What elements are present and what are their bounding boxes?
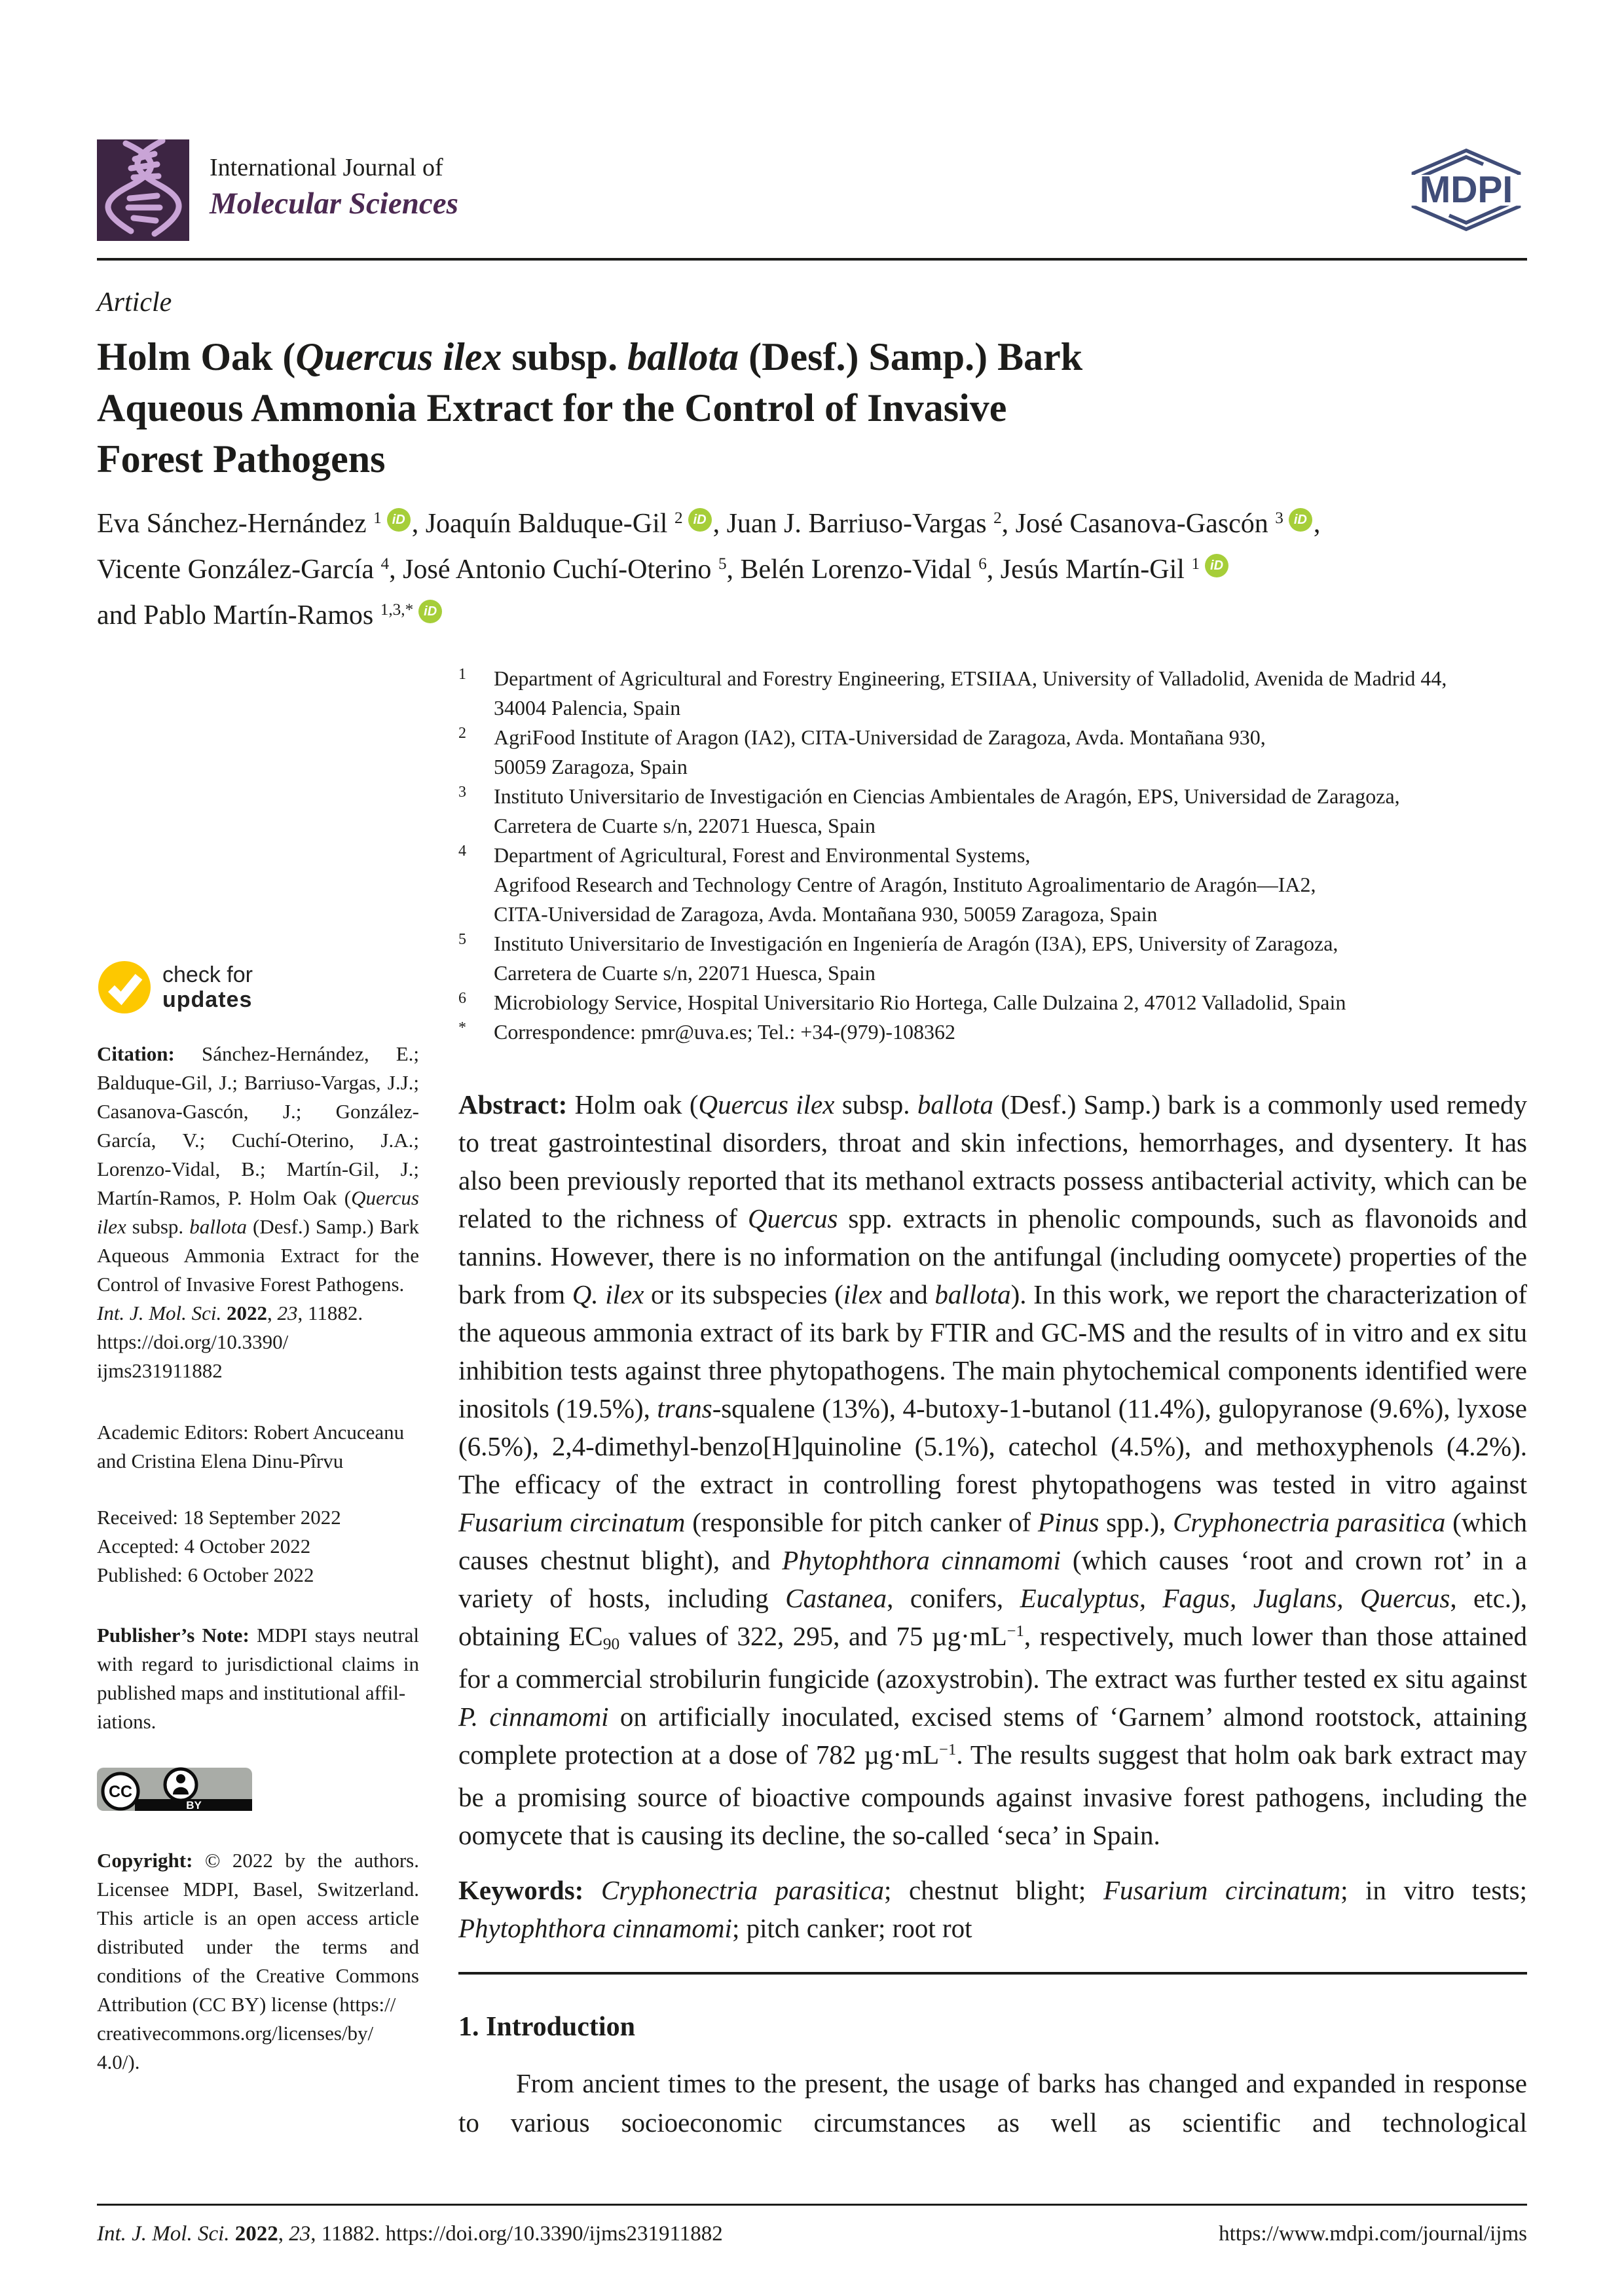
affiliation-row — [458, 664, 1513, 723]
text-segment: 23 — [277, 1302, 298, 1324]
text-segment: . The results suggest that holm oak bark extract may be a promising source of bioactive compounds against invasive forest pathogens, including the oomycete that is causing its decline, the so-called ‘seca’ in Spain. — [458, 1740, 1528, 1850]
text-segment: , — [1313, 509, 1321, 539]
text-segment: Correspondence: — [494, 1020, 641, 1044]
text-segment: Q. ilex — [572, 1279, 644, 1309]
text-segment: , etc.), obtaining EC — [458, 1583, 1527, 1651]
affiliation-row — [458, 841, 1513, 929]
link[interactable]: 4.0/ — [97, 2050, 128, 2073]
text-segment: , Jesús Martín-Gil — [986, 555, 1192, 585]
text-segment: , Juan J. Barriuso-Vargas — [712, 509, 994, 539]
affiliation-text — [494, 782, 1513, 841]
check-icon — [97, 960, 152, 1015]
text-segment: Int. J. Mol. Sci. — [97, 2222, 235, 2246]
text-segment: Quercus — [748, 1203, 838, 1233]
affiliation-row — [458, 988, 1513, 1017]
text-segment: and — [881, 1279, 935, 1309]
journal-name — [210, 153, 458, 221]
text-segment: ballota — [189, 1215, 248, 1238]
by-label: BY — [186, 1799, 202, 1812]
text-segment: (Desf.) Samp.) Bark — [739, 335, 1083, 378]
abstract — [458, 1085, 1527, 1854]
footer-journal-url[interactable]: https://www.mdpi.com/journal/ijms — [1219, 2222, 1527, 2246]
text-segment: , — [267, 1302, 278, 1324]
text-segment: , conifers, — [887, 1583, 1020, 1613]
text-segment — [221, 1302, 227, 1324]
text-segment: Holm Oak ( — [97, 335, 296, 378]
text-segment: ; pitch canker; root rot — [731, 1913, 972, 1943]
orcid-icon[interactable]: iD — [418, 600, 442, 623]
author-list — [97, 503, 1538, 640]
text-segment: (responsible for pitch canker of — [685, 1507, 1038, 1537]
journal-logo — [97, 139, 189, 241]
journal-name-line1: International Journal of — [210, 154, 443, 181]
text-segment: trans — [657, 1393, 712, 1423]
text-segment: , respectively, much lower than those attained for a commercial strobilurin fungicide (azoxystrobin). The extract was further tested ex situ against — [458, 1621, 1527, 1694]
text-segment: Sánchez-Hernández, E.; Balduque-Gil, J.; Barriuso-Vargas, J.J.; Casanova-Gascón, J.; González-García, V.; Cuchí-Oterino, J.A.; Lorenzo-Vidal, B.; Martín-Gil, J.; Martín-Ramos, P. Holm Oak ( — [97, 1042, 419, 1209]
correspondence-marker: * — [458, 1019, 466, 1036]
svg-text:CC: CC — [108, 1783, 133, 1801]
text-segment: subsp. — [834, 1089, 917, 1120]
text-segment: 1 — [1191, 555, 1200, 574]
text-segment: Quercus ilex — [698, 1089, 835, 1120]
copyright-block — [97, 1846, 419, 2077]
text-segment: , — [278, 2222, 289, 2246]
cc-icon — [103, 1774, 138, 1809]
affiliation-number: 4 — [458, 843, 466, 860]
page-title — [97, 331, 1511, 484]
text-segment: ; in vitro tests; — [1340, 1875, 1528, 1905]
text-segment: Eucalyptus, Fagus, Juglans, Quercus — [1020, 1583, 1450, 1613]
affiliation-text — [494, 988, 1513, 1017]
text-segment: Microbiology Service, Hospital Universitario Rio Hortega, Calle Dulzaina 2, 47012 Valladolid, Spain — [494, 991, 1346, 1014]
text-segment: 2022 — [227, 1302, 268, 1324]
text-segment: (Desf.) Samp.) Bark Aqueous Ammonia Extract for the Control of Invasive Forest Pathogens. — [97, 1215, 419, 1296]
text-segment: Vicente González-García — [97, 555, 381, 585]
text-segment: ). — [128, 2050, 140, 2073]
text-segment: values of 322, 295, and 75 µg·mL — [619, 1621, 1007, 1651]
text-segment: ; chestnut blight; — [883, 1875, 1103, 1905]
text-segment: 34004 Palencia, Spain — [494, 696, 681, 720]
text-segment: MDPI stays neutral with regard to jurisdictional claims in published maps and institutional affil- — [97, 1624, 419, 1704]
text-segment: Forest Pathogens — [97, 437, 386, 481]
text-segment: 3 — [1275, 509, 1283, 528]
link[interactable]: creativecommons.org/licenses/by/ — [97, 2022, 374, 2045]
affiliation-text — [494, 929, 1513, 988]
person-icon — [165, 1769, 196, 1800]
text-segment: 50059 Zaragoza, Spain — [494, 755, 688, 778]
correspondence-text — [494, 1017, 1513, 1047]
text-segment: Phytophthora cinnamomi — [782, 1545, 1061, 1575]
text-segment: 2 — [993, 509, 1002, 528]
keywords — [458, 1871, 1527, 1947]
text-segment: , 11882. — [310, 2222, 386, 2246]
text-segment: 1,3,* — [380, 601, 414, 619]
text-segment: , Joaquín Balduque-Gil — [411, 509, 674, 539]
check-badge-line1: check for — [162, 962, 253, 987]
text-segment: 6 — [978, 555, 987, 574]
text-segment: or its subspecies ( — [644, 1279, 843, 1309]
text-segment: Agrifood Research and Technology Centre of Aragón, Instituto Agroalimentario de Aragón—IA2, — [494, 873, 1316, 896]
text-segment: Phytophthora cinnamomi — [458, 1913, 732, 1943]
link[interactable]: https://doi.org/10.3390/ijms231911882 — [385, 2222, 723, 2246]
text-segment: Carretera de Cuarte s/n, 22071 Huesca, Spain — [494, 814, 876, 837]
text-segment: AgriFood Institute of Aragon (IA2), CITA-Universidad de Zaragoza, Avda. Montañana 930, — [494, 725, 1266, 749]
text-segment: Fusarium circinatum — [1103, 1875, 1341, 1905]
link[interactable]: pmr@uva.es — [640, 1020, 747, 1044]
intro-paragraph: From ancient times to the present, the usage of barks has changed and expanded in response to various socioeconomic circumstances as well as scientific and technological — [458, 2068, 1527, 2138]
published-date: Published: 6 October 2022 — [97, 1563, 314, 1586]
affiliation-number: 2 — [458, 725, 466, 742]
affiliations-list — [458, 664, 1513, 1047]
text-segment: Carretera de Cuarte s/n, 22071 Huesca, Spain — [494, 961, 876, 985]
link[interactable]: ijms231911882 — [97, 1359, 223, 1382]
footer — [97, 2222, 1527, 2246]
text-segment: 4 — [380, 555, 390, 574]
text-segment: (which causes ‘root and crown rot’ in a variety of hosts, including — [458, 1545, 1527, 1613]
mdpi-logo-icon[interactable] — [1405, 148, 1527, 235]
text-segment: © 2022 by the authors. Licensee MDPI, Basel, Switzerland. This article is an open access article distributed under the terms and conditions of the Creative Commons Attribution (CC BY) license ( — [97, 1849, 419, 2016]
footer-citation — [97, 2222, 723, 2246]
check-badge-text — [162, 962, 253, 1012]
text-segment: 90 — [602, 1635, 620, 1654]
cc-by-badge[interactable] — [97, 1765, 419, 1828]
text-segment: ilex — [843, 1279, 882, 1309]
text-segment: Cryphonectria parasitica — [600, 1875, 884, 1905]
text-segment: Quercus ilex — [295, 335, 502, 378]
text-segment: Fusarium circinatum — [458, 1507, 686, 1537]
affiliation-number: 5 — [458, 931, 466, 948]
dates-block — [97, 1503, 419, 1590]
link[interactable]: https:// — [339, 1993, 396, 2016]
affiliation-text — [494, 841, 1513, 929]
text-segment: , José Casanova-Gascón — [1001, 509, 1276, 539]
text-segment: , Belén Lorenzo-Vidal — [726, 555, 979, 585]
text-segment: Instituto Universitario de Investigación en Ingeniería de Aragón (I3A), EPS, University of Zaragoza, — [494, 932, 1338, 955]
text-segment: Holm oak ( — [574, 1089, 699, 1120]
text-segment: , José Antonio Cuchí-Oterino — [389, 555, 718, 585]
text-segment: ballota — [917, 1089, 994, 1120]
text-segment: 2022 — [234, 2222, 278, 2246]
text-segment: Department of Agricultural, Forest and Environmental Systems, — [494, 843, 1031, 867]
text-segment: −1 — [939, 1741, 957, 1759]
text-segment: Instituto Universitario de Investigación en Ciencias Ambientales de Aragón, EPS, Universidad de Zaragoza, — [494, 784, 1400, 808]
text-segment: (Desf.) Samp.) bark is a commonly used remedy to treat gastrointestinal disorders, throat and skin infections, hemorrhages, and dysentery. It has also been previously reported that its methanol extracts possess antibacterial activity, which can be related to the richness of — [458, 1089, 1527, 1233]
text-segment: iations. — [97, 1710, 157, 1733]
text-segment: spp. extracts in phenolic compounds, such as flavonoids and tannins. However, there is no information on the antifungal (including oomycete) properties of the bark from — [458, 1203, 1528, 1309]
text-segment: Aqueous Ammonia Extract for the Control of Invasive — [97, 386, 1007, 429]
affiliation-number: 3 — [458, 784, 466, 801]
article-type-label: Article — [97, 287, 172, 318]
text-segment: Publisher’s Note: — [97, 1624, 257, 1647]
text-segment: Abstract: — [458, 1089, 575, 1120]
footer-rule — [97, 2204, 1527, 2206]
text-segment: Int. J. Mol. Sci. — [97, 1302, 222, 1324]
orcid-icon[interactable]: iD — [1205, 554, 1228, 577]
text-segment: Keywords: — [458, 1875, 601, 1905]
intro-heading: 1. Introduction — [458, 2012, 635, 2042]
affiliation-number: 6 — [458, 990, 466, 1007]
text-segment: 5 — [718, 555, 727, 574]
text-segment: -squalene (13%), 4-butoxy-1-butanol (11.4%), gulopyranose (9.6%), lyxose (6.5%), 2,4-dimethyl-benzo[H]quinoline (5.1%), catechol (4.5%), and methoxyphenols (4.2%). The efficacy of the extract in controlling forest phytopathogens was tested in vitro against — [458, 1393, 1527, 1499]
affiliation-text — [494, 723, 1513, 782]
received-date: Received: 18 September 2022 — [97, 1506, 341, 1529]
link[interactable]: https://doi.org/10.3390/ — [97, 1330, 289, 1353]
text-segment: −1 — [1006, 1622, 1024, 1641]
text-segment: (which causes chestnut blight), and — [458, 1507, 1528, 1575]
affiliation-number: 1 — [458, 666, 466, 683]
text-segment: Castanea — [785, 1583, 887, 1613]
text-segment: 2 — [674, 509, 683, 528]
text-segment: Department of Agricultural and Forestry Engineering, ETSIIAA, University of Valladolid, Avenida de Madrid 44, — [494, 666, 1447, 690]
affiliation-row — [458, 929, 1513, 988]
text-segment: on artificially inoculated, excised stems of ‘Garnem’ almond rootstock, attaining complete protection at a dose of 782 µg·mL — [458, 1702, 1527, 1770]
text-segment: Quercus ilex — [97, 1186, 419, 1238]
text-segment: P. cinnamomi — [458, 1702, 609, 1732]
citation-block — [97, 1040, 419, 1385]
publisher-note — [97, 1621, 419, 1736]
orcid-icon[interactable]: iD — [1289, 508, 1312, 532]
main-column — [458, 1085, 1527, 2142]
header-rule — [97, 258, 1527, 261]
section-divider — [458, 1972, 1527, 1975]
text-segment: ). In this work, we report the characterization of the aqueous ammonia extract of its bark by FTIR and GC-MS and the results of in vitro and ex situ inhibition tests against three phytopathogens. The main phytochemical components identified were inositols (19.5%), — [458, 1279, 1527, 1423]
text-segment: ballota — [627, 335, 739, 378]
text-segment: Copyright: — [97, 1849, 205, 1872]
text-segment: Cryphonectria parasitica — [1173, 1507, 1446, 1537]
dna-helix-icon — [97, 139, 189, 241]
text-segment: Citation: — [97, 1042, 202, 1065]
text-segment: subsp. — [502, 335, 628, 378]
journal-name-line2: Molecular Sciences — [210, 187, 458, 221]
text-segment: 1 — [373, 509, 382, 528]
correspondence-row — [458, 1017, 1513, 1047]
check-badge-line2: updates — [162, 987, 253, 1012]
affiliation-row — [458, 723, 1513, 782]
text-segment: 23 — [289, 2222, 311, 2246]
affiliation-text — [494, 664, 1513, 723]
text-segment: Eva Sánchez-Hernández — [97, 509, 374, 539]
text-segment: and Pablo Martín-Ramos — [97, 600, 380, 630]
text-segment: ballota — [934, 1279, 1011, 1309]
text-segment: , 11882. — [297, 1302, 363, 1324]
text-segment: Pinus — [1037, 1507, 1099, 1537]
academic-editors: Academic Editors: Robert Ancuceanu and Cristina Elena Dinu-Pîrvu — [97, 1421, 405, 1472]
affiliation-row — [458, 782, 1513, 841]
accepted-date: Accepted: 4 October 2022 — [97, 1535, 311, 1558]
sidebar — [97, 960, 419, 2077]
text-segment: CITA-Universidad de Zaragoza, Avda. Montañana 930, 50059 Zaragoza, Spain — [494, 902, 1158, 926]
text-segment: spp.), — [1099, 1507, 1173, 1537]
orcid-icon[interactable]: iD — [688, 508, 712, 532]
text-segment: ; Tel.: +34-(979)-108362 — [747, 1020, 955, 1044]
orcid-icon[interactable]: iD — [387, 508, 411, 532]
text-segment: subsp. — [126, 1215, 190, 1238]
check-for-updates-badge[interactable] — [97, 960, 419, 1015]
mdpi-wordmark: MDPI — [1419, 169, 1513, 211]
